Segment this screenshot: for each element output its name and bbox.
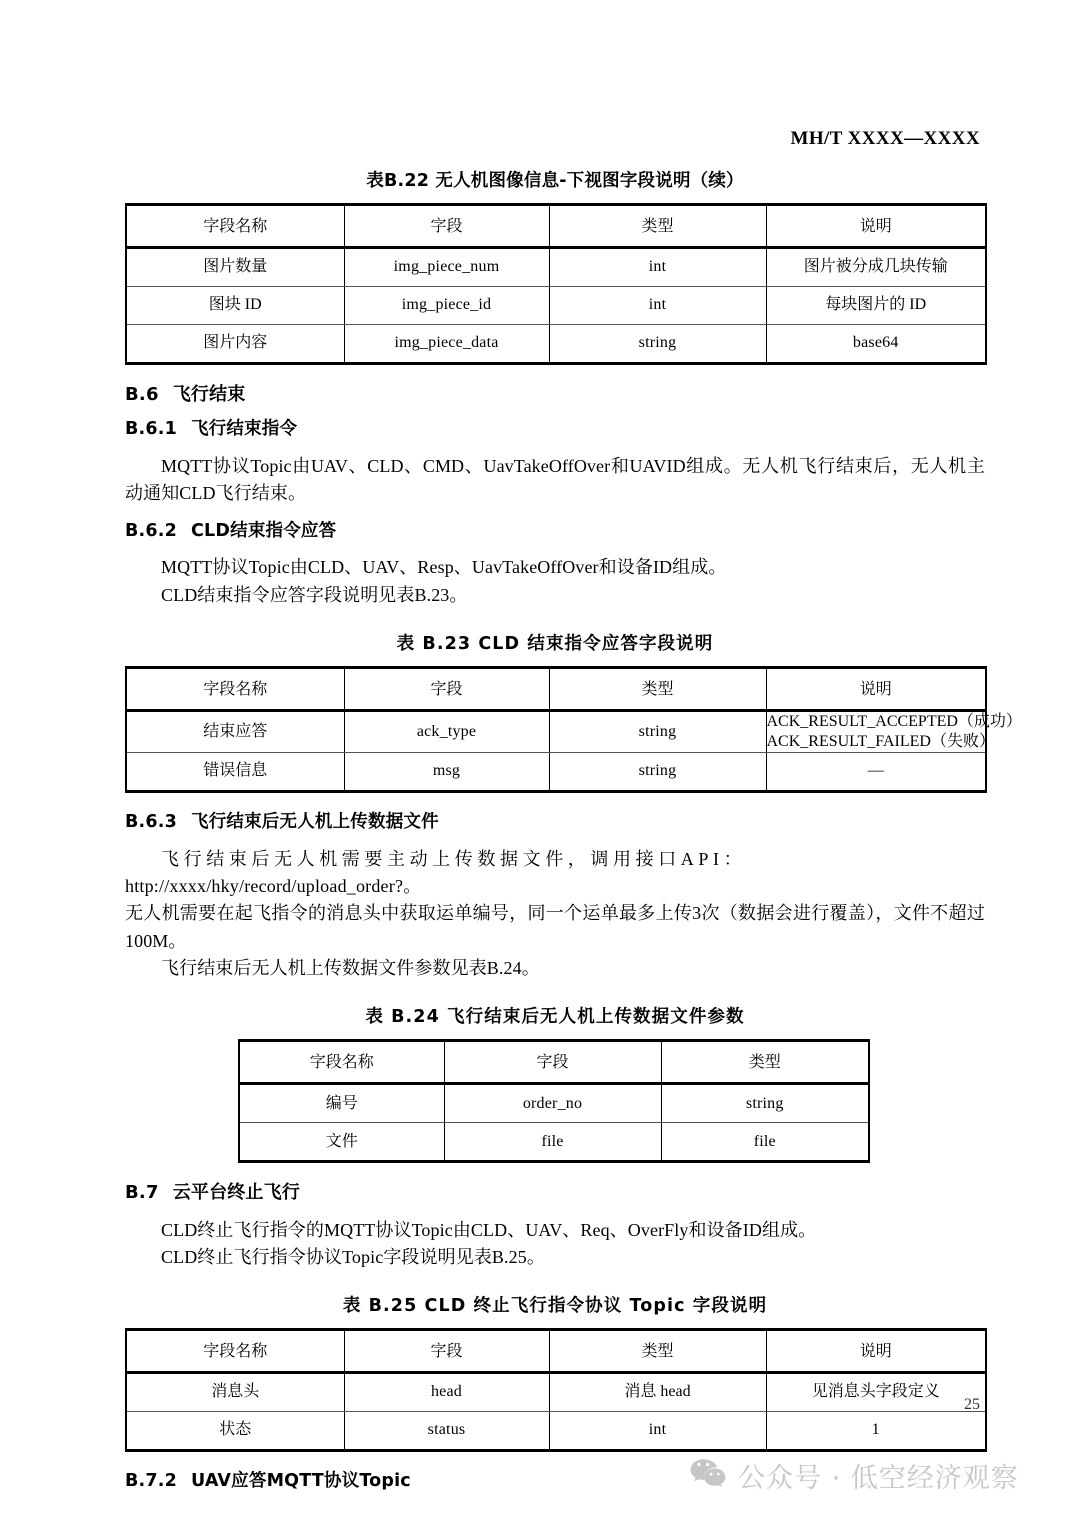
cell-type: 消息 head: [549, 1372, 766, 1411]
table-b23: [125, 666, 1022, 793]
cell-field: head: [344, 1372, 549, 1411]
table-header-row: [239, 1041, 869, 1084]
table-row: [239, 1123, 869, 1162]
cell-field: img_piece_id: [344, 286, 549, 324]
watermark-text: 公众号 · 低空经济观察: [738, 1463, 1019, 1494]
cell-type: file: [661, 1123, 869, 1162]
heading-b72-number: B.7.2: [125, 1470, 177, 1491]
cell-type: int: [549, 247, 766, 286]
cell-field-name: 文件: [239, 1123, 444, 1162]
heading-b63-title: 飞行结束后无人机上传数据文件: [191, 811, 439, 832]
paragraph-b7-1: CLD终止飞行指令的MQTT协议Topic由CLD、UAV、Req、OverFly和设备ID组成。: [161, 1219, 817, 1240]
cell-field: status: [344, 1411, 549, 1450]
page-content: [125, 170, 1022, 1493]
paragraph-b7-2: CLD终止飞行指令协议Topic字段说明见表B.25。: [161, 1246, 545, 1267]
cell-type: int: [549, 286, 766, 324]
column-header: 字段名称: [126, 667, 344, 710]
cell-desc: —: [766, 752, 986, 791]
cell-type: string: [661, 1084, 869, 1123]
table-row: [126, 1411, 986, 1450]
cell-field-name: 编号: [239, 1084, 444, 1123]
paragraph-b63-1-line1: 飞行结束后无人机需要主动上传数据文件，调用接口API：: [161, 848, 747, 869]
wechat-icon: [690, 1458, 726, 1493]
column-header: 字段: [344, 1329, 549, 1372]
cell-desc: 1: [766, 1411, 986, 1450]
paragraph-b63-1: [125, 846, 985, 901]
heading-b61-number: B.6.1: [125, 419, 177, 440]
table-b24: [238, 1039, 870, 1163]
paragraph-b62-2: CLD结束指令应答字段说明见表B.23。: [161, 584, 468, 605]
heading-b61-title: 飞行结束指令: [191, 419, 298, 440]
heading-b7-title: 云平台终止飞行: [172, 1182, 301, 1204]
cell-field: file: [444, 1123, 661, 1162]
cell-field-name: 消息头: [126, 1372, 344, 1411]
table-row: [126, 1372, 986, 1411]
column-header: 类型: [549, 667, 766, 710]
column-header: 字段: [344, 204, 549, 247]
paragraph-b63-2: 无人机需要在起飞指令的消息头中获取运单编号，同一个运单最多上传3次（数据会进行覆盖），文件不超过100M。: [125, 903, 985, 951]
column-header: 字段名称: [126, 1329, 344, 1372]
running-header: MH/T XXXX—XXXX: [790, 128, 980, 149]
cell-type: int: [549, 1411, 766, 1450]
table-row: [239, 1084, 869, 1123]
column-header: 类型: [549, 1329, 766, 1372]
cell-field: ack_type: [344, 710, 549, 752]
cell-field: img_piece_num: [344, 247, 549, 286]
table-row: [126, 710, 986, 752]
cell-field-name: 状态: [126, 1411, 344, 1450]
table-b23-caption: 表 B.23 CLD 结束指令应答字段说明: [396, 634, 714, 655]
table-row: [126, 286, 986, 324]
table-header-row: [126, 1329, 986, 1372]
heading-b61: [125, 418, 985, 441]
table-header-row: [126, 204, 986, 247]
cell-field: order_no: [444, 1084, 661, 1123]
column-header: 字段名称: [126, 204, 344, 247]
cell-field-name: 图片数量: [126, 247, 344, 286]
watermark: [690, 1456, 1019, 1495]
paragraph-b61: MQTT协议Topic由UAV、CLD、CMD、UavTakeOffOver和UAVID组成。无人机飞行结束后，无人机主动通知CLD飞行结束。: [125, 455, 985, 504]
column-header: 说明: [766, 1329, 986, 1372]
cell-field: msg: [344, 752, 549, 791]
paragraph-b63-3: 飞行结束后无人机上传数据文件参数见表B.24。: [161, 958, 540, 979]
heading-b6: [125, 383, 985, 406]
cell-field-name: 结束应答: [126, 710, 344, 752]
heading-b63: [125, 811, 985, 834]
heading-b7: [125, 1181, 985, 1204]
cell-field-name: 图块 ID: [126, 286, 344, 324]
column-header: 字段名称: [239, 1041, 444, 1084]
column-header: 类型: [661, 1041, 869, 1084]
cell-type: string: [549, 324, 766, 363]
table-b25: [125, 1328, 987, 1452]
cell-desc: [766, 710, 1022, 752]
cell-field-name: 图片内容: [126, 324, 344, 363]
cell-desc: base64: [766, 324, 986, 363]
cell-type: string: [549, 752, 766, 791]
column-header: 说明: [766, 667, 986, 710]
cell-desc: 每块图片的 ID: [766, 286, 986, 324]
table-row: [126, 247, 986, 286]
column-header: 类型: [549, 204, 766, 247]
cell-field: img_piece_data: [344, 324, 549, 363]
heading-b62-title: CLD结束指令应答: [191, 520, 337, 541]
table-b24-caption: 表 B.24 飞行结束后无人机上传数据文件参数: [365, 1007, 745, 1028]
heading-b72-title: UAV应答MQTT协议Topic: [191, 1470, 411, 1491]
cell-desc: 见消息头字段定义: [766, 1372, 986, 1411]
table-b22-caption: 表B.22 无人机图像信息-下视图字段说明（续）: [366, 171, 744, 191]
heading-b7-number: B.7: [125, 1182, 159, 1204]
heading-b6-title: 飞行结束: [172, 383, 246, 405]
cell-desc: 图片被分成几块传输: [766, 247, 986, 286]
cell-desc-line-1: ACK_RESULT_ACCEPTED（成功）: [766, 712, 1022, 730]
table-row: [126, 324, 986, 363]
paragraph-b63-api-url: http://xxxx/hky/record/upload_order?。: [125, 875, 422, 896]
heading-b62-number: B.6.2: [125, 520, 177, 541]
column-header: 说明: [766, 204, 986, 247]
table-row: [126, 752, 986, 791]
heading-b62: [125, 520, 985, 543]
cell-type: string: [549, 710, 766, 752]
cell-field-name: 错误信息: [126, 752, 344, 791]
table-b22: [125, 203, 987, 365]
cell-desc-line-2: ACK_RESULT_FAILED（失败）: [766, 732, 995, 750]
page-number: 25: [964, 1396, 980, 1413]
heading-b63-number: B.6.3: [125, 811, 177, 832]
table-header-row: [126, 667, 986, 710]
column-header: 字段: [344, 667, 549, 710]
table-b25-caption: 表 B.25 CLD 终止飞行指令协议 Topic 字段说明: [342, 1296, 768, 1317]
column-header: 字段: [444, 1041, 661, 1084]
heading-b6-number: B.6: [125, 383, 159, 405]
paragraph-b62-1: MQTT协议Topic由CLD、UAV、Resp、UavTakeOffOver和设备ID组成。: [161, 557, 727, 578]
